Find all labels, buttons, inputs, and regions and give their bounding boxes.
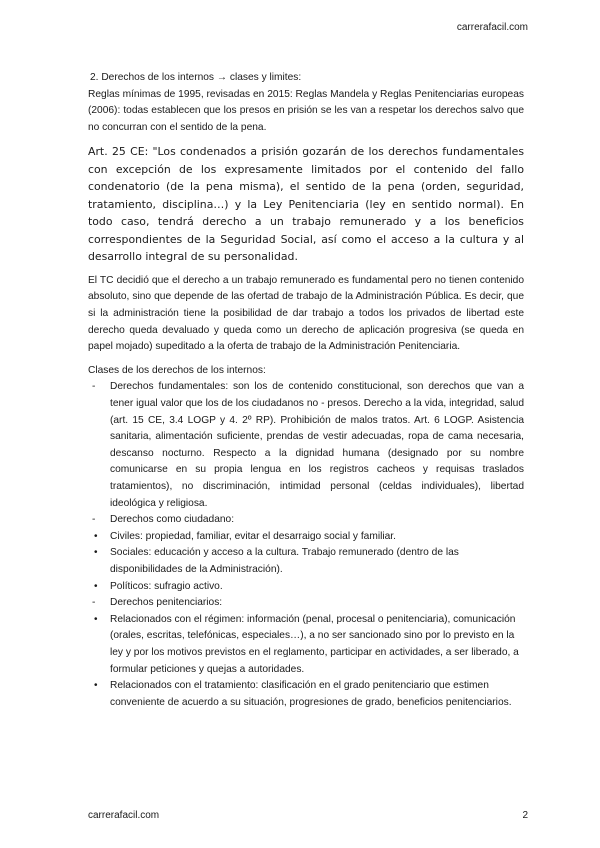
list-item-text: Relacionados con el régimen: información (penal, procesal o penitenciaria), comunicación (orales, escritas, telefónicas, especiales…), a no ser sancionado sino por lo previsto en la ley y por los motivos previstos en el reglamento, participar en actividades, a ser liberado, a formular peticiones y quejas a autoridades. [110, 613, 519, 675]
document-body [88, 70, 524, 711]
footer-site-name: carrerafacil.com [88, 810, 160, 821]
classes-heading: Clases de los derechos de los internos: [88, 364, 266, 376]
list-item [88, 529, 524, 546]
intro-paragraph: Reglas mínimas de 1995, revisadas en 2015: Reglas Mandela y Reglas Penitenciarias europeas (2006): todas establecen que los presos en prisión se les van a respetar los derechos salvo que no concurran con el sentido de la pena. [88, 88, 524, 133]
art25-rest: En todo caso, tendrá derecho a un trabajo remunerado y a los beneficios correspondientes de la Seguridad Social, así como el acceso a la cultura y al desarrollo integral de su personalidad. [88, 197, 524, 264]
dash-marker: - [92, 514, 96, 526]
page-number: 2 [522, 810, 528, 821]
art25-quote: Art. 25 CE: "Los condenados a prisión gozarán de los derechos fundamentales con excepción de los expresamente limitados por el contenido del fallo condenatorio (de la pena misma), el sentido de la pena (orden, seguridad, tratamiento, disciplina…) y la Ley Penitenciaria (ley en sentido normal). [88, 145, 524, 211]
list-item-text: Relacionados con el tratamiento: clasificación en el grado penitenciario que estimen conveniente de acuerdo a su situación, progresiones de grado, beneficios penitenciarios. [110, 680, 512, 708]
list-item [88, 545, 524, 578]
list-item-text: Políticos: sufragio activo. [110, 580, 223, 592]
penitentiary-rights-heading: Derechos penitenciarios: [110, 597, 223, 609]
list-item [88, 678, 524, 711]
dash-marker: - [92, 381, 96, 393]
bullet-icon: • [94, 580, 98, 592]
bullet-icon: • [94, 613, 98, 625]
bullet-icon: • [94, 547, 98, 559]
list-item [88, 612, 524, 678]
tc-paragraph: El TC decidió que el derecho a un trabajo remunerado es fundamental pero no tienen contenido absoluto, sino que depende de las ofertad de trabajo de la Administración Pública. Es decir, que si la administración tiene la posibilidad de dar trabajo a todos los privados de libertad este derecho queda devaluado y queda como un derecho de aplicación progresiva (se queda en papel mojado) supeditado a la oferta de trabajo de la Administración Penitenciaria. [88, 274, 524, 353]
rights-classes-list [88, 379, 524, 528]
citizen-rights-heading: Derechos como ciudadano: [110, 514, 235, 526]
bullet-icon: • [94, 680, 98, 692]
fundamental-rights-text: Derechos fundamentales: son los de contenido constitucional, son derechos que van a tener igual valor que los de los ciudadanos no - presos. Derecho a la vida, integridad, salud (art. 15 CE, 3.4 LOGP y 4. 2º RP). Prohibición de malos tratos. Art. 6 LOGP. Asistencia sanitaria, alimentación suficiente, prendas de vestir adecuadas, ropa de cama necesaria, descanso nocturno. Respecto a la dignidad humana (designado por su nombre comunicarse en su propia lengua en los registros cacheos y requisas traslados tratamientos), no discriminación, intimidad personal (celdas individuales), libertad ideológica y religiosa. [110, 381, 524, 509]
list-item [88, 595, 524, 612]
penitentiary-rights-section [88, 595, 524, 612]
bullet-icon: • [94, 530, 98, 542]
citizen-rights-list [88, 529, 524, 595]
header-site-name: carrerafacil.com [456, 22, 528, 33]
list-item [88, 379, 524, 512]
dash-marker: - [92, 597, 96, 609]
list-item [88, 512, 524, 529]
art25-paragraph [88, 143, 524, 266]
section-title: 2. Derechos de los internos → clases y limites: [90, 72, 302, 83]
list-item [88, 579, 524, 596]
penitentiary-rights-list [88, 612, 524, 712]
list-item-text: Civiles: propiedad, familiar, evitar el desarraigo social y familiar. [110, 530, 396, 542]
list-item-text: Sociales: educación y acceso a la cultura. Trabajo remunerado (dentro de las disponibilidades de la Administración). [110, 547, 459, 575]
